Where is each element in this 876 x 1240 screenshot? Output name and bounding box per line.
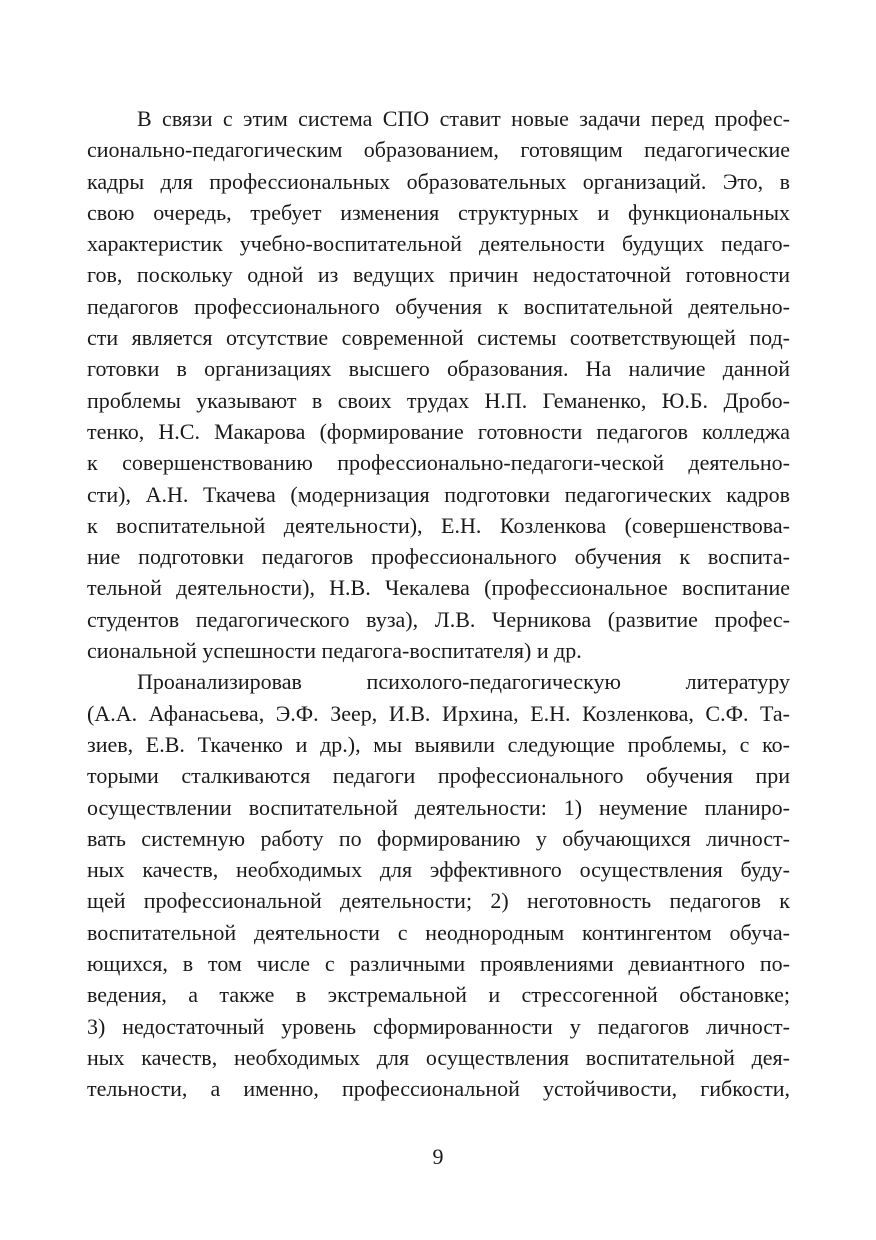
text-line: В связи с этим система СПО ставит новые задачи перед профес- — [137, 106, 790, 131]
text-line: к воспитательной деятельности), Е.Н. Козленкова (совершенствова- — [87, 512, 790, 538]
paragraph-2 — [87, 666, 790, 1104]
text-line: ющихся, в том числе с различными проявлениями девиантного по- — [87, 951, 790, 977]
text-line: готовки в организациях высшего образования. На наличие данной — [87, 356, 790, 382]
text-line: 3) недостаточный уровень сформированности у педагогов личност- — [87, 1013, 790, 1039]
paragraph-1 — [87, 103, 790, 666]
text-line: гов, поскольку одной из ведущих причин недостаточной готовности — [87, 262, 790, 288]
text-line: ведения, а также в экстремальной и стрессогенной обстановке; — [87, 982, 790, 1008]
text-line: свою очередь, требует изменения структурных и функциональных — [87, 199, 790, 225]
text-line: зиев, Е.В. Ткаченко и др.), мы выявили следующие проблемы, с ко- — [87, 731, 790, 757]
text-line: к совершенствованию профессионально-педагоги-ческой деятельно- — [87, 450, 790, 476]
text-line: ных качеств, необходимых для эффективного осуществления буду- — [87, 857, 790, 883]
text-line: ных качеств, необходимых для осуществления воспитательной дея- — [87, 1044, 790, 1070]
text-line: осуществлении воспитательной деятельности: 1) неумение планиро- — [87, 794, 790, 820]
text-line: сти является отсутствие современной системы соответствующей под- — [87, 325, 790, 351]
text-line: педагогов профессионального обучения к воспитательной деятельно- — [87, 293, 790, 319]
text-line: Проанализировав психолого-педагогическую литературу — [137, 669, 790, 695]
text-line: студентов педагогического вуза), Л.В. Черникова (развитие профес- — [87, 606, 790, 632]
text-line: кадры для профессиональных образовательных организаций. Это, в — [87, 168, 790, 194]
text-line: тельной деятельности), Н.В. Чекалева (профессиональное воспитание — [87, 575, 790, 601]
text-line: торыми сталкиваются педагоги профессионального обучения при — [87, 763, 790, 789]
document-body — [87, 103, 790, 1105]
text-line: щей профессиональной деятельности; 2) неготовность педагогов к — [87, 888, 790, 914]
text-line: тельности, а именно, профессиональной устойчивости, гибкости, — [87, 1076, 790, 1102]
text-line: (А.А. Афанасьева, Э.Ф. Зеер, И.В. Ирхина, Е.Н. Козленкова, С.Ф. Та- — [87, 700, 790, 726]
text-line: вать системную работу по формированию у обучающихся личност- — [87, 825, 790, 851]
text-line: воспитательной деятельности с неоднородным контингентом обуча- — [87, 919, 790, 945]
text-line: тенко, Н.С. Макарова (формирование готовности педагогов колледжа — [87, 418, 790, 444]
page-number: 9 — [432, 1144, 444, 1169]
text-line: сти), А.Н. Ткачева (модернизация подготовки педагогических кадров — [87, 481, 790, 507]
text-line: ние подготовки педагогов профессионального обучения к воспита- — [87, 544, 790, 570]
text-line: характеристик учебно-воспитательной деятельности будущих педаго- — [87, 231, 790, 257]
text-line: сионально-педагогическим образованием, готовящим педагогические — [87, 137, 790, 163]
text-line: проблемы указывают в своих трудах Н.П. Геманенко, Ю.Б. Дробо- — [87, 387, 790, 413]
text-line: сиональной успешности педагога-воспитателя) и др. — [87, 638, 582, 664]
